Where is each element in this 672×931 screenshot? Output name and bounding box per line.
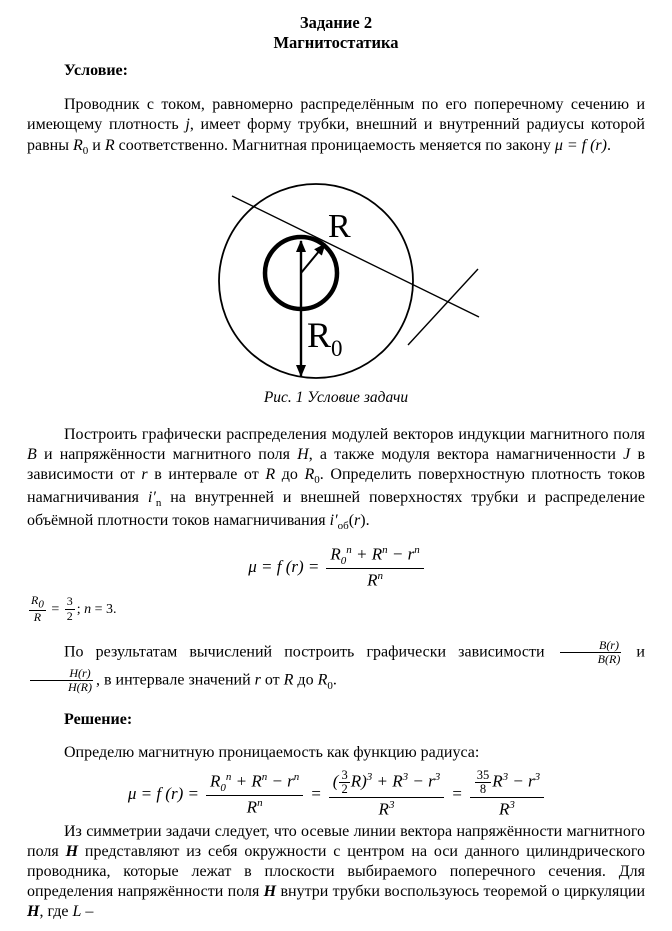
sub-run: n (155, 497, 162, 510)
condition-heading: Условие: (64, 62, 128, 80)
text-run: Из симметрии задачи следует, что осевые линии вектора напряжённости магнитного поля (27, 822, 645, 860)
equals-sign: = (451, 784, 463, 804)
n-value: = 3. (91, 601, 117, 617)
fraction (329, 769, 444, 820)
text-run: Проводник с током, равномерно распределённым по его поперечному сечению и имеющему плотность (27, 96, 645, 134)
given-values (27, 594, 645, 625)
var-r: r (254, 671, 261, 689)
text-run: соответственно. Магнитная проницаемость меняется по закону (114, 136, 555, 154)
math-sub: 0 (340, 555, 347, 568)
doc-title-line2: Магнитостатика (273, 33, 399, 53)
fraction-R0-over-R: $\frac{R_0}{R}$ (31, 592, 44, 625)
math-sup: n (414, 544, 420, 557)
var-r: r (141, 465, 148, 483)
var-n: n (84, 601, 92, 617)
text-run: , имеет форму трубки, внешний и внутренний радиусы которой равны (27, 116, 645, 154)
text-run: . (332, 671, 337, 689)
text-run: в интервале от (147, 465, 266, 483)
paragraph-problem-statement (27, 95, 645, 158)
math-sup: n (382, 544, 388, 557)
math-sup: 3 (509, 799, 515, 812)
math-token: − r (387, 544, 415, 564)
label-R0: $R_0$ (307, 314, 343, 361)
fraction-3-over-2: $\frac{3}{2}$ (341, 767, 348, 796)
paragraph-solution-intro: Определю магнитную проницаемость как функцию радиуса: (64, 743, 480, 761)
math-token: + R (231, 771, 262, 791)
var-L: L (72, 903, 82, 921)
math-sub: 0 (220, 781, 226, 794)
text-run: до (275, 465, 305, 483)
var-i-prime: i′ (329, 512, 338, 530)
figure-1 (27, 177, 645, 407)
text-run: от (260, 671, 284, 689)
math-sup: n (225, 770, 232, 783)
math-token: R (492, 771, 503, 791)
figure-1-drawing (186, 177, 486, 385)
sub-run: 0 (327, 679, 333, 692)
text-run: внутри трубки воспользуюсь теоремой о циркуляции (276, 883, 646, 901)
fraction (326, 544, 423, 591)
sub-run: 0 (314, 474, 320, 487)
math-token: R (209, 771, 221, 791)
var-H-vector: H (65, 842, 79, 860)
math-sup: 3 (366, 770, 373, 783)
label-R: R (328, 207, 351, 245)
formula-lhs: μ = f (r) = (248, 557, 320, 577)
doc-title-line1: Задание 2 (299, 13, 373, 32)
fraction-denominator (375, 798, 399, 820)
math-token: R (498, 799, 510, 819)
figure-caption: Рис. 1 Условие задачи (263, 388, 409, 406)
var-H-vector: H (263, 883, 277, 901)
fraction-35-over-8: $\frac{35}{8}$ (476, 767, 490, 796)
var-i-prime: i′ (147, 488, 156, 506)
fraction-3-over-2: $\frac{3}{2}$ (66, 594, 73, 623)
text-run: – (81, 903, 94, 921)
fraction-denominator (495, 798, 519, 820)
var-R: R (104, 136, 115, 154)
semicolon: ; (76, 601, 81, 617)
math-sup: 3 (388, 799, 395, 812)
text-run: , а также модуля вектора намагниченности (308, 445, 624, 463)
math-sup: n (346, 544, 352, 557)
math-sup: n (293, 770, 300, 783)
text-run: Построить графически распределения модулей векторов индукции магнитного поля (64, 425, 645, 443)
var-R0: R (304, 465, 315, 483)
fraction-B-ratio: $\frac{B(r)}{B(R)}$ (559, 639, 623, 667)
var-j: j (185, 116, 190, 134)
fraction (470, 769, 544, 820)
text-run: По результатам вычислений построить графически зависимости (64, 643, 557, 661)
fraction-denominator (363, 569, 387, 591)
math-sup: 3 (434, 770, 441, 783)
paragraph-task (27, 425, 645, 534)
math-sup: n (377, 570, 383, 583)
var-r: r (354, 512, 361, 530)
math-token: R (378, 799, 389, 819)
fraction-numerator (470, 769, 544, 798)
var-H-vector: H (27, 903, 40, 921)
fraction-numerator (329, 769, 444, 798)
math-sup: n (257, 796, 263, 809)
math-sup: 3 (402, 770, 409, 783)
math-sup: n (261, 770, 268, 783)
math-token: + R (351, 544, 383, 564)
var-B: B (27, 445, 37, 463)
fraction (206, 771, 303, 818)
construction-line-2 (408, 269, 478, 345)
sub-run: об (337, 520, 349, 533)
math-sup: 3 (502, 770, 509, 783)
equals-sign: = (310, 784, 322, 804)
text-run: , в интервале значений (96, 671, 255, 689)
math-token: − r (408, 771, 435, 791)
var-R: R (265, 465, 276, 483)
math-sup: 3 (534, 770, 541, 783)
var-R0: R (72, 136, 83, 154)
math-token: R) (350, 771, 367, 791)
math-token: R (246, 797, 258, 817)
text-run: ). (360, 512, 370, 530)
fraction-H-ratio: $\frac{H(r)}{H(R)}$ (29, 667, 94, 695)
text-run: в зависимости от (27, 445, 645, 483)
paragraph-plot-request (27, 639, 645, 695)
math-token: R (367, 570, 378, 590)
equals-sign: = (51, 601, 60, 617)
solution-heading: Решение: (64, 710, 133, 728)
text-run: и (88, 136, 105, 154)
var-R: R (283, 671, 294, 689)
text-run: , где (39, 903, 73, 921)
math-token: − r (508, 771, 535, 791)
text-run: представляют из себя окружности с центром на оси данного цилиндрического проводника, которые лежат в плоскости выбираемого поперечного сечения. Для определения напряжённости поля (27, 842, 645, 901)
formula-mu-evaluated (27, 769, 645, 820)
math-run: μ = f (r) (554, 136, 607, 154)
fraction-numerator (326, 544, 423, 569)
fraction-numerator (206, 771, 303, 796)
text-run: и напряжённости магнитного поля (36, 445, 298, 463)
fraction-denominator (243, 796, 267, 818)
math-token: ( (332, 771, 339, 791)
formula-mu-general (27, 544, 645, 591)
text-run: на внутренней и внешней поверхностях трубки и распределение объёмной плотности токов намагничивания (27, 488, 646, 530)
text-run: ( (348, 512, 355, 530)
var-J: J (623, 445, 631, 463)
var-H: H (297, 445, 309, 463)
sub-run: 0 (82, 144, 89, 157)
math-token: + R (372, 771, 403, 791)
var-R0: R (317, 671, 328, 689)
text-run: и (624, 643, 645, 661)
paragraph-symmetry (27, 822, 645, 923)
text-run: . (606, 136, 611, 154)
math-token: − r (267, 771, 294, 791)
math-token: R (330, 544, 341, 564)
text-run: . Определить поверхностную плотность токов намагничивания (27, 465, 646, 506)
inner-radius-arrow (301, 244, 325, 273)
formula-lhs: μ = f (r) = (127, 784, 199, 804)
text-run: до (293, 671, 318, 689)
